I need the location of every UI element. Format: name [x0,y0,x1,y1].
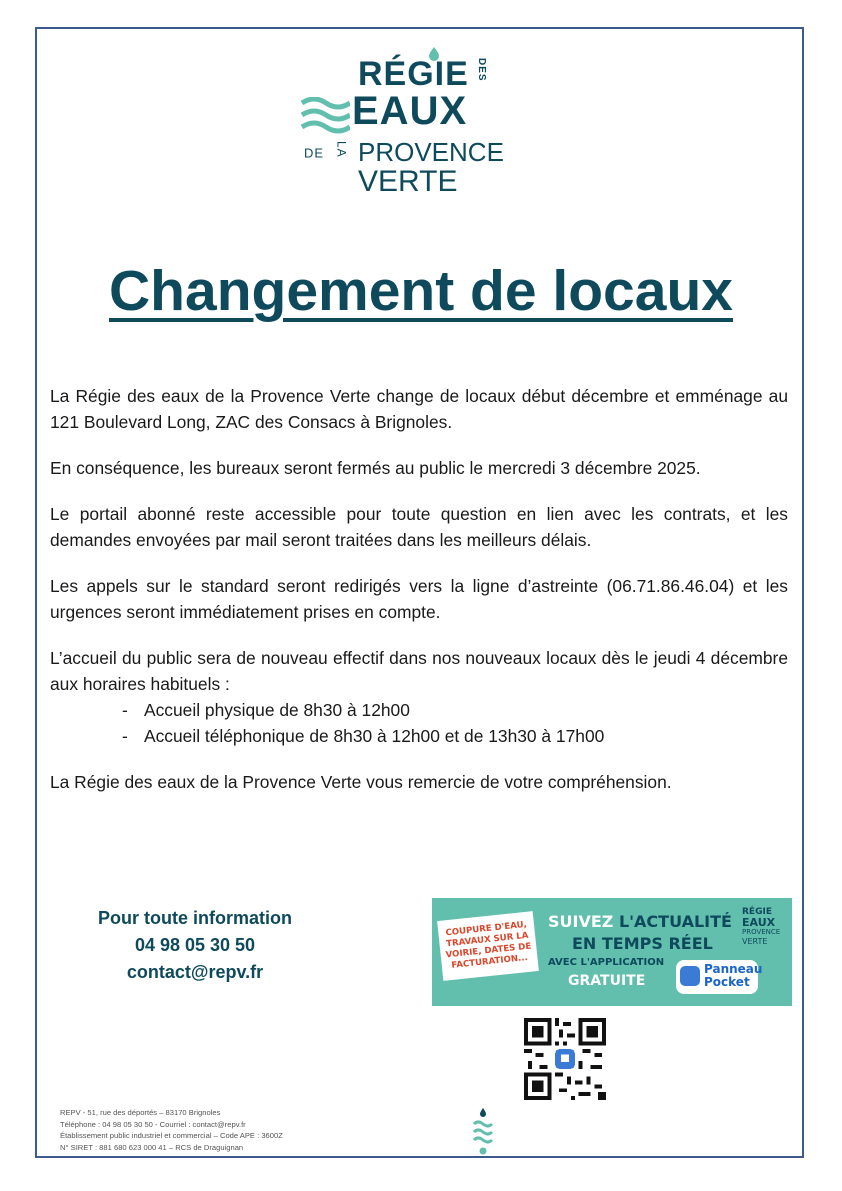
paragraph-closing: La Régie des eaux de la Provence Verte vous remercie de votre compréhension. [50,772,672,792]
mini-regie: RÉGIE [742,907,772,917]
qr-code-icon[interactable] [524,1018,606,1100]
contact-phone[interactable]: 04 98 05 30 50 [134,935,256,955]
banner-suivez: SUIVEZ [548,912,619,931]
paragraph-move: La Régie des eaux de la Provence Verte change de locaux début décembre et emménage au 121 Boulevard Long, ZAC des Consacs à Brignoles. [50,386,788,432]
logo-regie: RÉGIE [358,55,469,93]
regie-logo [300,45,504,205]
contact-heading: Pour toute information [98,908,292,928]
banner-line-1 [548,912,732,931]
logo-la: LA [334,141,349,158]
footer-line: Établissement public industriel et commercial – Code APE : 3600Z [60,1131,283,1140]
title-text: Changement de locaux [109,259,733,323]
hours-list [122,697,788,749]
mini-verte: VERTE [742,937,768,946]
logo-verte: VERTE [358,165,458,198]
banner-temps-reel: EN TEMPS RÉEL [572,934,713,953]
panneaupocket-badge [676,960,763,994]
paragraph-reopening: L’accueil du public sera de nouveau effectif dans nos nouveaux locaux dès le jeudi 4 décembre aux horaires habituels : [50,648,788,694]
mini-eaux: EAUX [742,916,776,929]
paragraph-calls: Les appels sur le standard seront redirigés vers la ligne d’astreinte (06.71.86.46.04) et les urgences seront immédiatement prises en compte. [50,576,788,622]
contact-email[interactable]: contact@repv.fr [126,962,264,982]
contact-block [60,905,330,986]
announcement-body [50,383,788,815]
banner-gratuite: GRATUITE [568,973,646,989]
paragraph-closure: En conséquence, les bureaux seront fermés au public le mercredi 3 décembre 2025. [50,458,701,478]
banner-avec: AVEC L'APPLICATION [548,957,665,968]
footer-line: N° SIRET : 881 680 623 000 41 – RCS de Draguignan [60,1142,244,1152]
hours-item: - Accueil physique de 8h30 à 12h00 [122,697,788,723]
mini-provence: PROVENCE [742,928,781,936]
logo-des: DES [476,58,487,82]
banner-note: COUPURE D'EAU, TRAVAUX SUR LA VOIRIE, DATES DE FACTURATION... [437,911,539,981]
page-title [0,258,842,324]
footer-waves-icon [472,1108,494,1156]
banner-actualite: L'ACTUALITÉ [618,912,732,931]
waves-icon [300,97,350,137]
paragraph-portal: Le portail abonné reste accessible pour toute question en lien avec les contrats, et les demandes envoyées par mail seront traitées dans les meilleurs délais. [50,504,788,550]
footer-line: REPV - 51, rue des déportés – 83170 Brignoles [60,1108,221,1117]
footer-line: Téléphone : 04 98 05 30 50 - Courriel : contact@repv.fr [60,1119,246,1129]
panneaupocket-icon [680,966,700,986]
pocket-label: Pocket [704,975,750,989]
logo-de-la [304,141,349,161]
banner-mini-logo [742,908,788,946]
logo-de: DE [304,145,325,161]
logo-provence: PROVENCE [358,137,504,167]
panneau-label: Panneau [704,962,763,976]
footer-legal [60,1107,283,1153]
logo-eaux: EAUX [352,89,468,133]
hours-item: - Accueil téléphonique de 8h30 à 12h00 et de 13h30 à 17h00 [122,723,788,749]
panneaupocket-text [704,963,762,989]
panneaupocket-banner [432,898,792,1006]
